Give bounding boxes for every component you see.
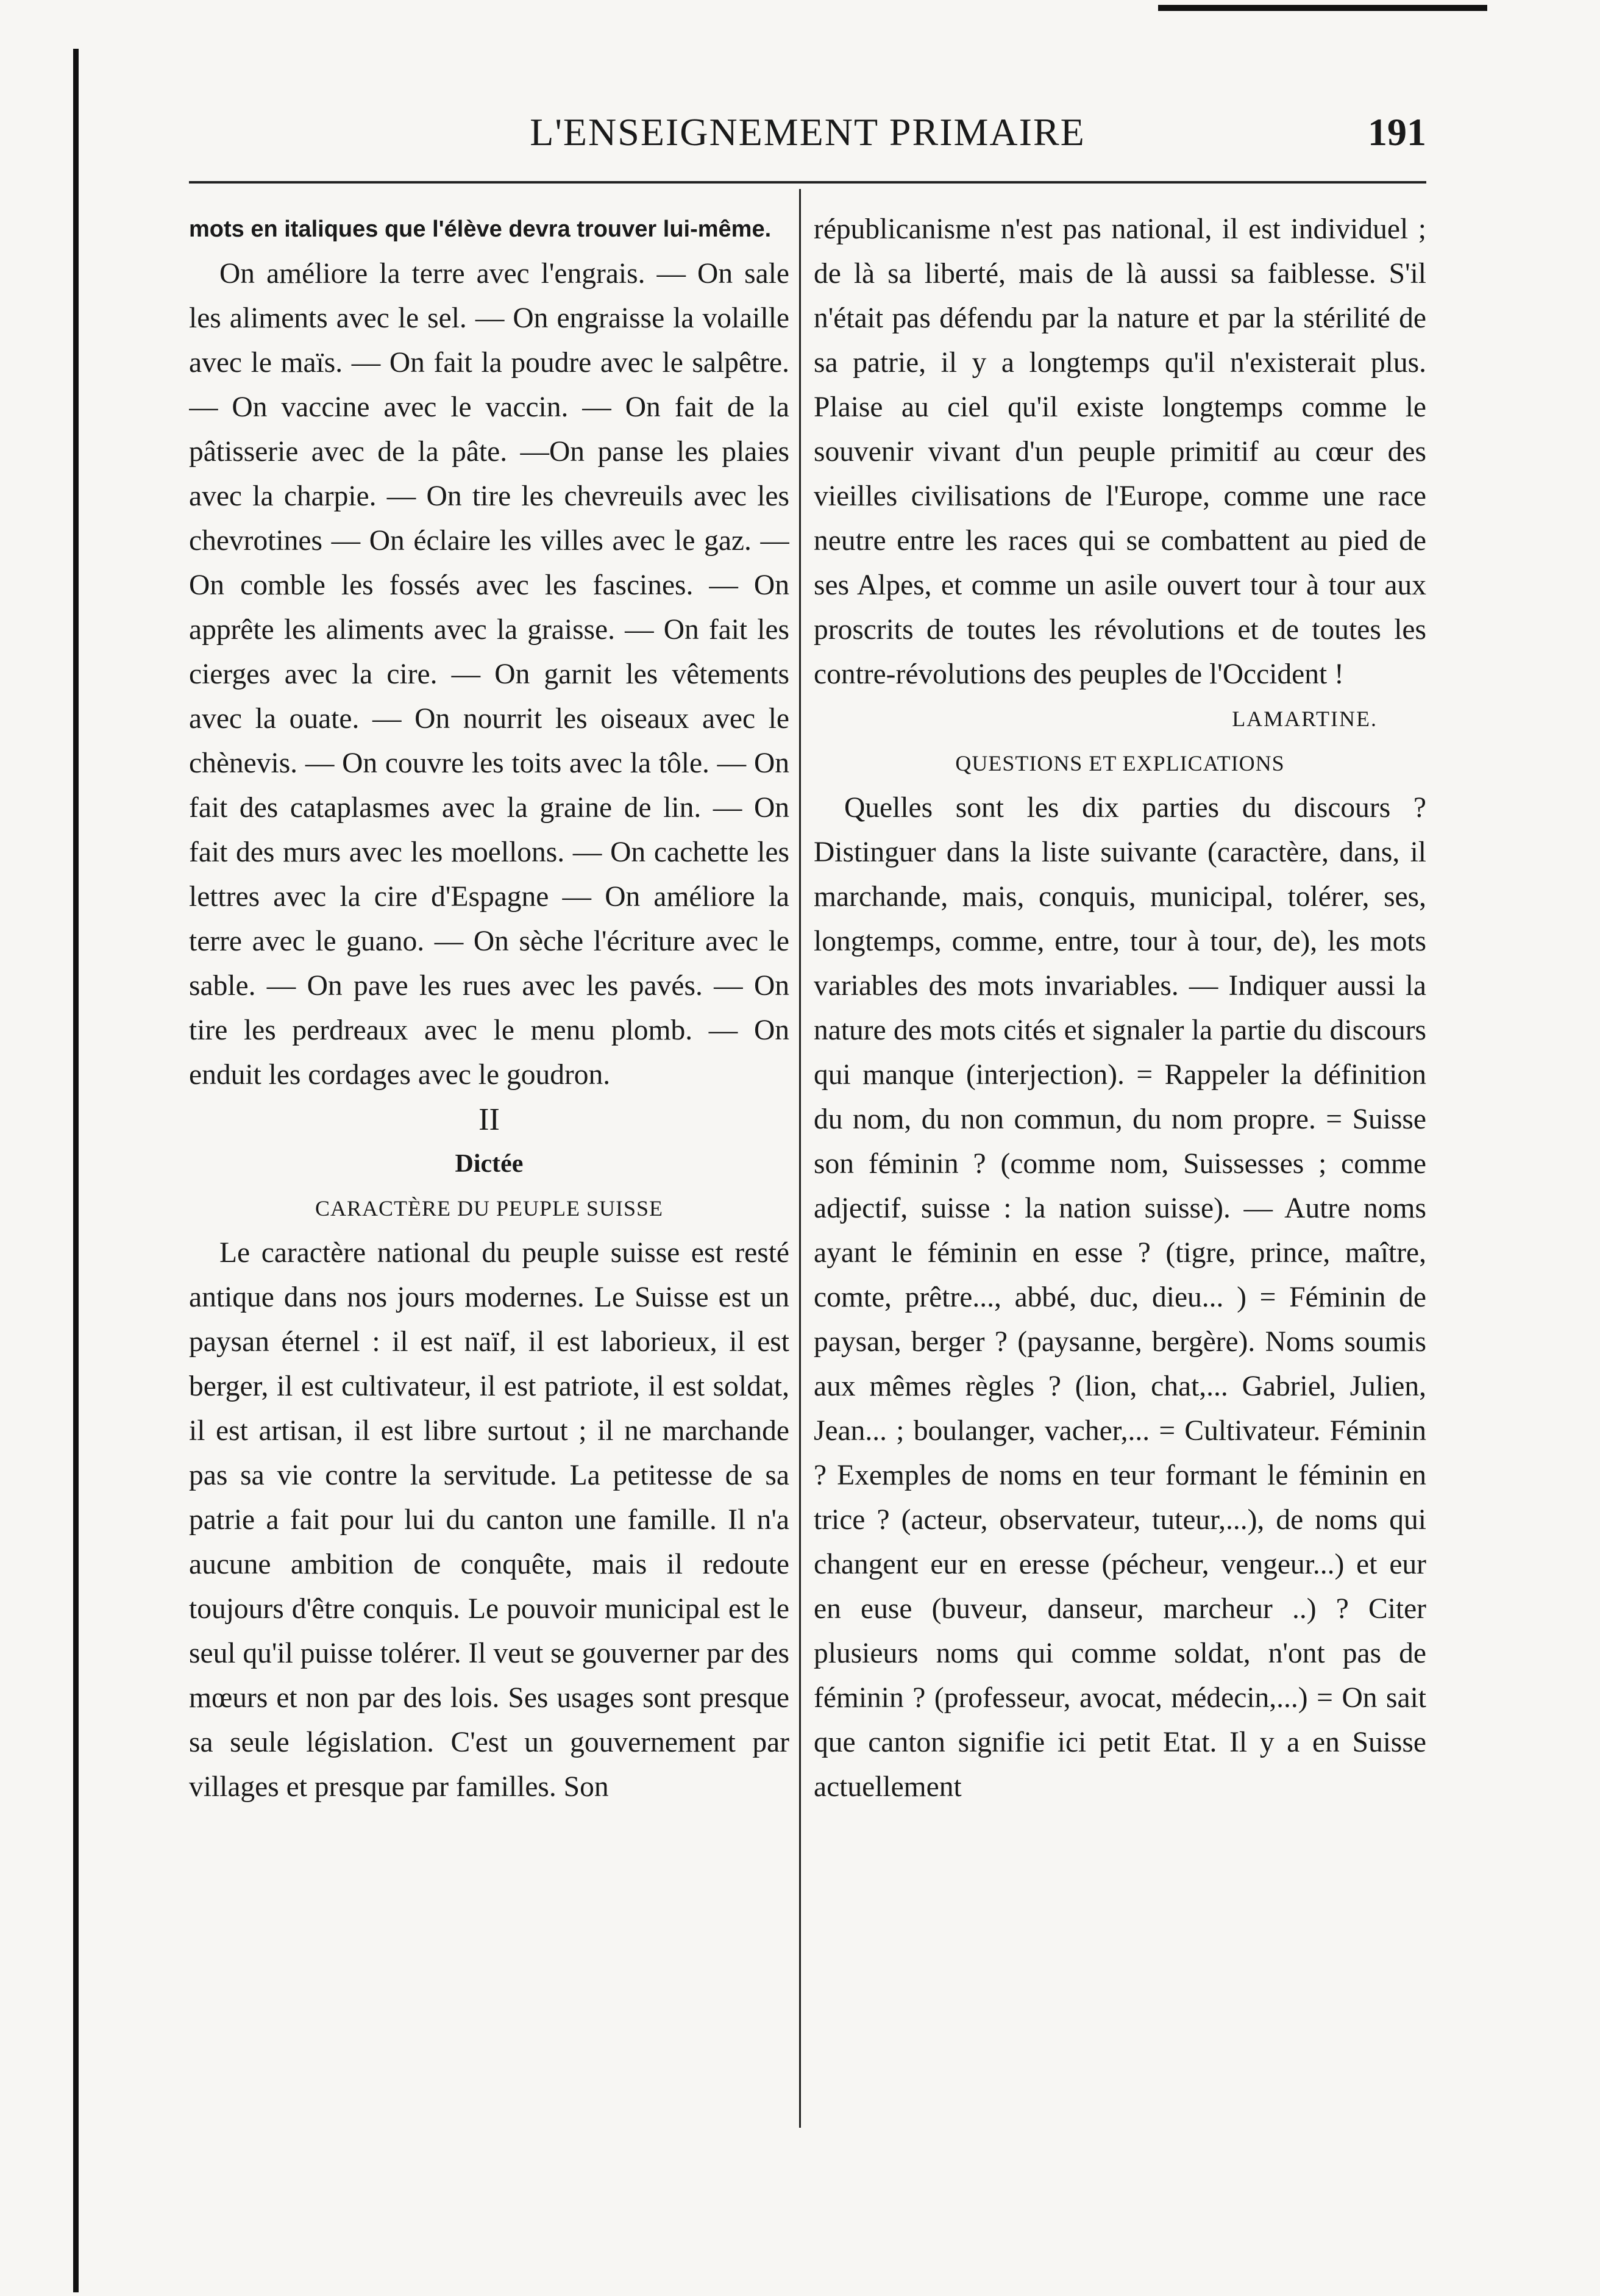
column-divider [799, 189, 801, 2128]
dictation-text: Le caractère national du peuple suisse est resté antique dans nos jours modernes. Le Suisse est un paysan éternel : il est naïf, il est laborieux, il est berger, il est cultivateur, il est patriote, il est soldat, il est artisan, il est libre surtout ; il ne marchande pas sa vie contre la servitude. La petitesse de sa patrie a fait pour lui du canton une famille. Il n'a aucune ambition de conquête, mais il redoute toujours d'être conquis. Le pouvoir municipal est le seul qu'il puisse tolérer. Il veut se gouverner par des mœurs et non par des lois. Ses usages sont presque sa seule législation. C'est un gouvernement par villages et presque par familles. Son [189, 1237, 789, 1803]
exercise-instruction: mots en italiques que l'élève devra trouver lui-même. [189, 216, 772, 242]
right-column [814, 207, 1426, 2134]
exercise-text: On améliore la terre avec l'engrais. — On sale les aliments avec le sel. — On engraisse la volaille avec le maïs. — On fait la poudre avec le salpêtre. — On vaccine avec le vaccin. — On fait de la pâtisserie avec de la pâte. —On panse les plaies avec la charpie. — On tire les chevreuils avec les chevrotines — On éclaire les villes avec le gaz. — On comble les fossés avec les fascines. — On apprête les aliments avec la graisse. — On fait les cierges avec la cire. — On garnit les vêtements avec la ouate. — On nourrit les oiseaux avec le chènevis. — On couvre les toits avec la tôle. — On fait des cataplasmes avec la graine de lin. — On fait des murs avec les moellons. — On cachette les lettres avec la cire d'Espagne — On améliore la terre avec le guano. — On sèche l'écriture avec le sable. — On pave les rues avec les pavés. — On tire les perdreaux avec le menu plomb. — On enduit les cordages avec le goudron. [189, 258, 789, 1091]
binding-edge-line [73, 49, 79, 2292]
left-column [189, 207, 789, 2134]
dictation-continuation: républicanisme n'est pas national, il est individuel ; de là sa liberté, mais de là aussi sa faiblesse. S'il n'était pas défendu par la nature et par la stérilité de sa patrie, il y a longtemps qu'il n'existerait plus. Plaise au ciel qu'il existe longtemps comme le souvenir vivant d'un peuple primitif au cœur des vieilles civilisations de l'Europe, comme une race neutre entre les races qui se combattent au pied de ses Alpes, et comme un asile ouvert tour à tour aux proscrits de toutes les révolutions et de toutes les contre-révolutions des peuples de l'Occident ! [814, 213, 1426, 690]
top-edge-rule [1158, 5, 1487, 11]
section-number: II [478, 1102, 500, 1137]
questions-text: Quelles sont les dix parties du discours ? Distinguer dans la liste suivante (caractère, dans, il marchande, mais, conquis, municipal, tolérer, ses, longtemps, comme, entre, tour à tour, de), les mots variables des mots invariables. — Indiquer aussi la nature des mots cités et signaler la partie du discours qui manque (interjection). = Rappeler la définition du nom, du non commun, du nom propre. = Suisse son féminin ? (comme nom, Suissesses ; comme adjectif, suisse : la nation suisse). — Autre noms ayant le féminin en esse ? (tigre, prince, maître, comte, prêtre..., abbé, duc, dieu... ) = Féminin de paysan, berger ? (paysanne, bergère). Noms soumis aux mêmes règles ? (lion, chat,... Gabriel, Julien, Jean... ; boulanger, vacher,... = Cultivateur. Féminin ? Exemples de noms en teur formant le féminin en trice ? (acteur, observateur, tuteur,...), de noms qui changent eur en eresse (pécheur, vengeur...) et eur en euse (buveur, danseur, marcheur ..) ? Citer plusieurs noms qui comme soldat, n'ont pas de féminin ? (professeur, avocat, médecin,...) = On sait que canton signifie ici petit Etat. Il y a en Suisse actuellement [814, 792, 1426, 1803]
questions-title: QUESTIONS ET EXPLICATIONS [955, 751, 1285, 775]
running-title: L'ENSEIGNEMENT PRIMAIRE [530, 110, 1086, 154]
page-number: 191 [1368, 110, 1426, 154]
dictation-title: CARACTÈRE DU PEUPLE SUISSE [315, 1196, 664, 1221]
author-signature: LAMARTINE. [1232, 707, 1378, 731]
header-rule [189, 181, 1426, 184]
page-header [189, 91, 1426, 159]
section-label: Dictée [455, 1150, 524, 1178]
